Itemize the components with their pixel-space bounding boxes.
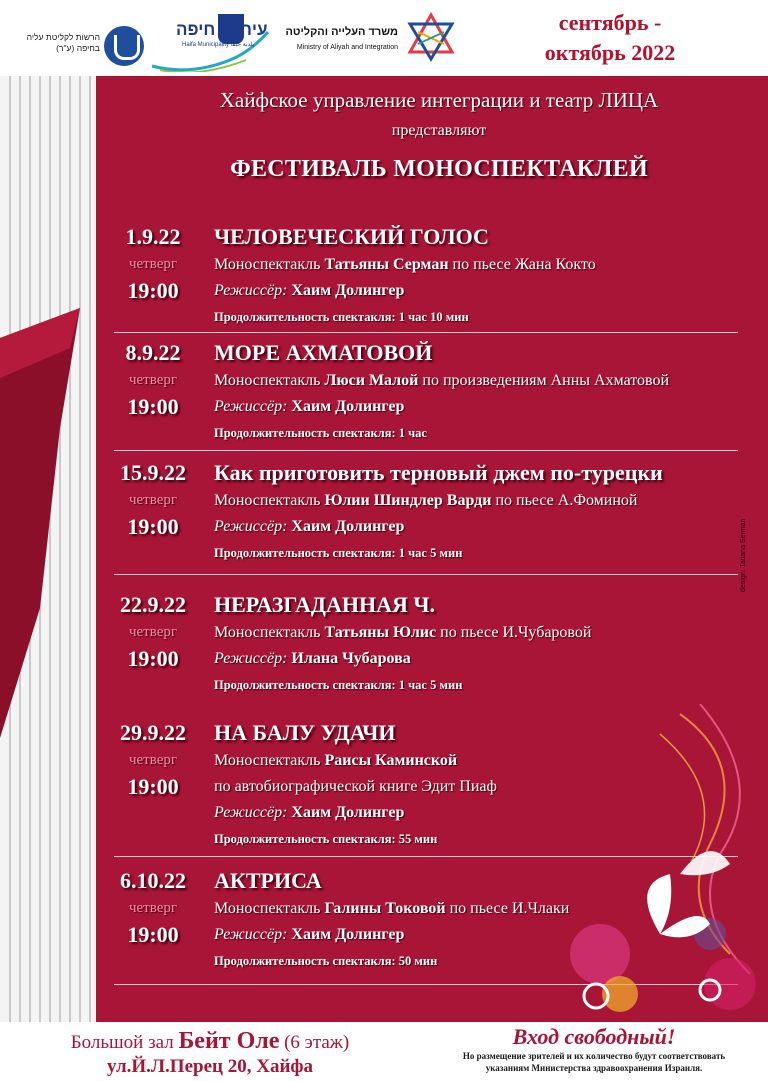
show-actor: Татьяны Юлис: [324, 624, 437, 641]
show-date: 22.9.22: [120, 592, 186, 617]
show-date: 8.9.22: [125, 340, 181, 365]
ministry-star-logo: [406, 12, 456, 62]
show-title: НЕРАЗГАДАННАЯ Ч.: [214, 592, 436, 617]
show-day: четверг: [128, 752, 178, 768]
show-director-line: [214, 398, 404, 416]
show-performer-line: [214, 256, 596, 274]
dates-line-2: октябрь 2022: [544, 40, 676, 65]
show-date: 29.9.22: [120, 720, 186, 745]
notice-line-1: Но размещение зрителей и их количество будут соответствовать: [462, 1051, 726, 1061]
show-actor: Татьяны Серман: [324, 256, 449, 273]
intro-presenters: Хайфское управление интеграции и театр ЛИЦА: [219, 88, 659, 112]
show-title: НА БАЛУ УДАЧИ: [214, 720, 396, 745]
aliyah-authority-logo: [104, 26, 144, 66]
show-director: Хаим Долингер: [291, 282, 405, 299]
duration-label: Продолжительность спектакля:: [214, 310, 396, 324]
show-performer-line: [214, 624, 591, 642]
show-duration-line: [214, 832, 437, 847]
duration-label: Продолжительность спектакля:: [214, 954, 396, 968]
director-label: Режиссёр:: [214, 398, 288, 415]
show-director-line: [214, 650, 411, 668]
show-source: по пьесе И.Члаки: [449, 900, 570, 917]
director-label: Режиссёр:: [214, 926, 288, 943]
show-date: 1.9.22: [125, 224, 181, 249]
ministry-english-text: Ministry of Aliyah and Integration: [296, 44, 398, 51]
show-date: 6.10.22: [120, 868, 186, 893]
aliyah-authority-text: הרשות לקליטת עליה בחיפה (ע"ר): [26, 32, 100, 53]
show-time: 19:00: [127, 922, 179, 947]
show-title: МОРЕ АХМАТОВОЙ: [214, 340, 433, 365]
dates-line-1: сентябрь -: [558, 10, 662, 35]
show-duration: 1 час: [398, 426, 427, 440]
show-time: 19:00: [127, 514, 179, 539]
duration-label: Продолжительность спектакля:: [214, 426, 396, 440]
show-day: четверг: [128, 492, 178, 508]
venue-floor: (6 этаж): [284, 1032, 350, 1053]
mono-label: Моноспектакль: [214, 492, 321, 509]
venue-address: ул.Й.Л.Перец 20, Хайфа: [106, 1056, 314, 1077]
show-source: по пьесе А.Фоминой: [495, 492, 638, 509]
show-director-line: [214, 518, 404, 536]
mono-label: Моноспектакль: [214, 372, 321, 389]
show-source: по пьесе И.Чубаровой: [440, 624, 592, 641]
mono-label: Моноспектакль: [214, 256, 321, 273]
divider: [114, 332, 738, 333]
show-performer-line: [214, 752, 457, 770]
show-director-line: [214, 804, 404, 822]
show-day: четверг: [128, 624, 178, 640]
show-duration: 55 мин: [398, 832, 438, 846]
header-bar: [0, 0, 768, 76]
duration-label: Продолжительность спектакля:: [214, 678, 396, 692]
show-duration-line: [214, 954, 437, 969]
venue-prefix: Большой зал: [70, 1032, 174, 1053]
director-label: Режиссёр:: [214, 650, 288, 667]
show-source: по пьесе Жана Кокто: [452, 256, 596, 273]
footer: [0, 1022, 768, 1081]
duration-label: Продолжительность спектакля:: [214, 546, 396, 560]
haifa-sub-text: Haifa Municipality بلدية حيفا: [182, 42, 255, 48]
show-performer-line: [214, 372, 669, 390]
venue-name: Бейт Оле: [178, 1028, 280, 1054]
haifa-city-text: עיריית חיפה: [176, 20, 268, 39]
free-entry-text: Вход свободный!: [512, 1024, 676, 1049]
show-duration: 1 час 5 мин: [398, 546, 463, 560]
show-director: Хаим Долингер: [291, 804, 405, 821]
director-label: Режиссёр:: [214, 518, 288, 535]
show-duration: 1 час 5 мин: [398, 678, 463, 692]
show-director: Илана Чубарова: [291, 650, 411, 667]
show-actor: Раисы Каминской: [324, 752, 458, 769]
director-label: Режиссёр:: [214, 804, 288, 821]
show-day: четверг: [128, 256, 178, 272]
show-title: ЧЕЛОВЕЧЕСКИЙ ГОЛОС: [214, 224, 489, 249]
show-duration-line: [214, 546, 462, 561]
divider: [114, 574, 738, 575]
show-title: Как приготовить терновый джем по-турецки: [214, 460, 663, 485]
show-actor: Люси Малой: [324, 372, 419, 389]
poster-body: [0, 76, 768, 1022]
director-label: Режиссёр:: [214, 282, 288, 299]
show-source: по произведениям Анны Ахматовой: [422, 372, 670, 389]
venue-line: [0, 1028, 420, 1055]
red-flag-decoration: [0, 308, 86, 738]
show-performer-line: [214, 900, 569, 918]
divider: [114, 450, 738, 451]
notice-line-2: указаниям Министерства здравоохранения Израиля.: [485, 1063, 703, 1073]
show-day: четверг: [128, 372, 178, 388]
intro-presents: представляют: [391, 122, 487, 139]
show-duration-line: [214, 310, 469, 325]
festival-dates: [520, 8, 700, 68]
show-director-line: [214, 926, 404, 944]
ministry-hebrew-text: משרד העלייה והקליטה: [285, 26, 398, 38]
show-time: 19:00: [127, 646, 179, 671]
show-duration-line: [214, 678, 462, 693]
show-director-line: [214, 282, 404, 300]
mono-label: Моноспектакль: [214, 752, 321, 769]
show-actor: Юлии Шиндлер Варди: [324, 492, 492, 509]
show-duration: 50 мин: [398, 954, 438, 968]
show-director: Хаим Долингер: [291, 398, 405, 415]
design-credit: design: Tatiana Serman: [740, 518, 747, 592]
show-time: 19:00: [127, 394, 179, 419]
show-time: 19:00: [127, 278, 179, 303]
show-director: Хаим Долингер: [291, 926, 405, 943]
show-time: 19:00: [127, 774, 179, 799]
show-date: 15.9.22: [120, 460, 186, 485]
festival-title: ФЕСТИВАЛЬ МОНОСПЕКТАКЛЕЙ: [230, 156, 648, 182]
show-duration: 1 час 10 мин: [398, 310, 469, 324]
show-performer-line: [214, 492, 637, 510]
mono-label: Моноспектакль: [214, 624, 321, 641]
show-duration-line: [214, 426, 427, 441]
show-director: Хаим Долингер: [291, 518, 405, 535]
mono-label: Моноспектакль: [214, 900, 321, 917]
show-source-line: по автобиографической книге Эдит Пиаф: [214, 778, 497, 795]
show-day: четверг: [128, 900, 178, 916]
butterfly-decoration: [560, 704, 768, 1022]
show-title: АКТРИСА: [214, 868, 322, 893]
health-notice: [420, 1050, 768, 1074]
show-actor: Галины Токовой: [324, 900, 446, 917]
duration-label: Продолжительность спектакля:: [214, 832, 396, 846]
